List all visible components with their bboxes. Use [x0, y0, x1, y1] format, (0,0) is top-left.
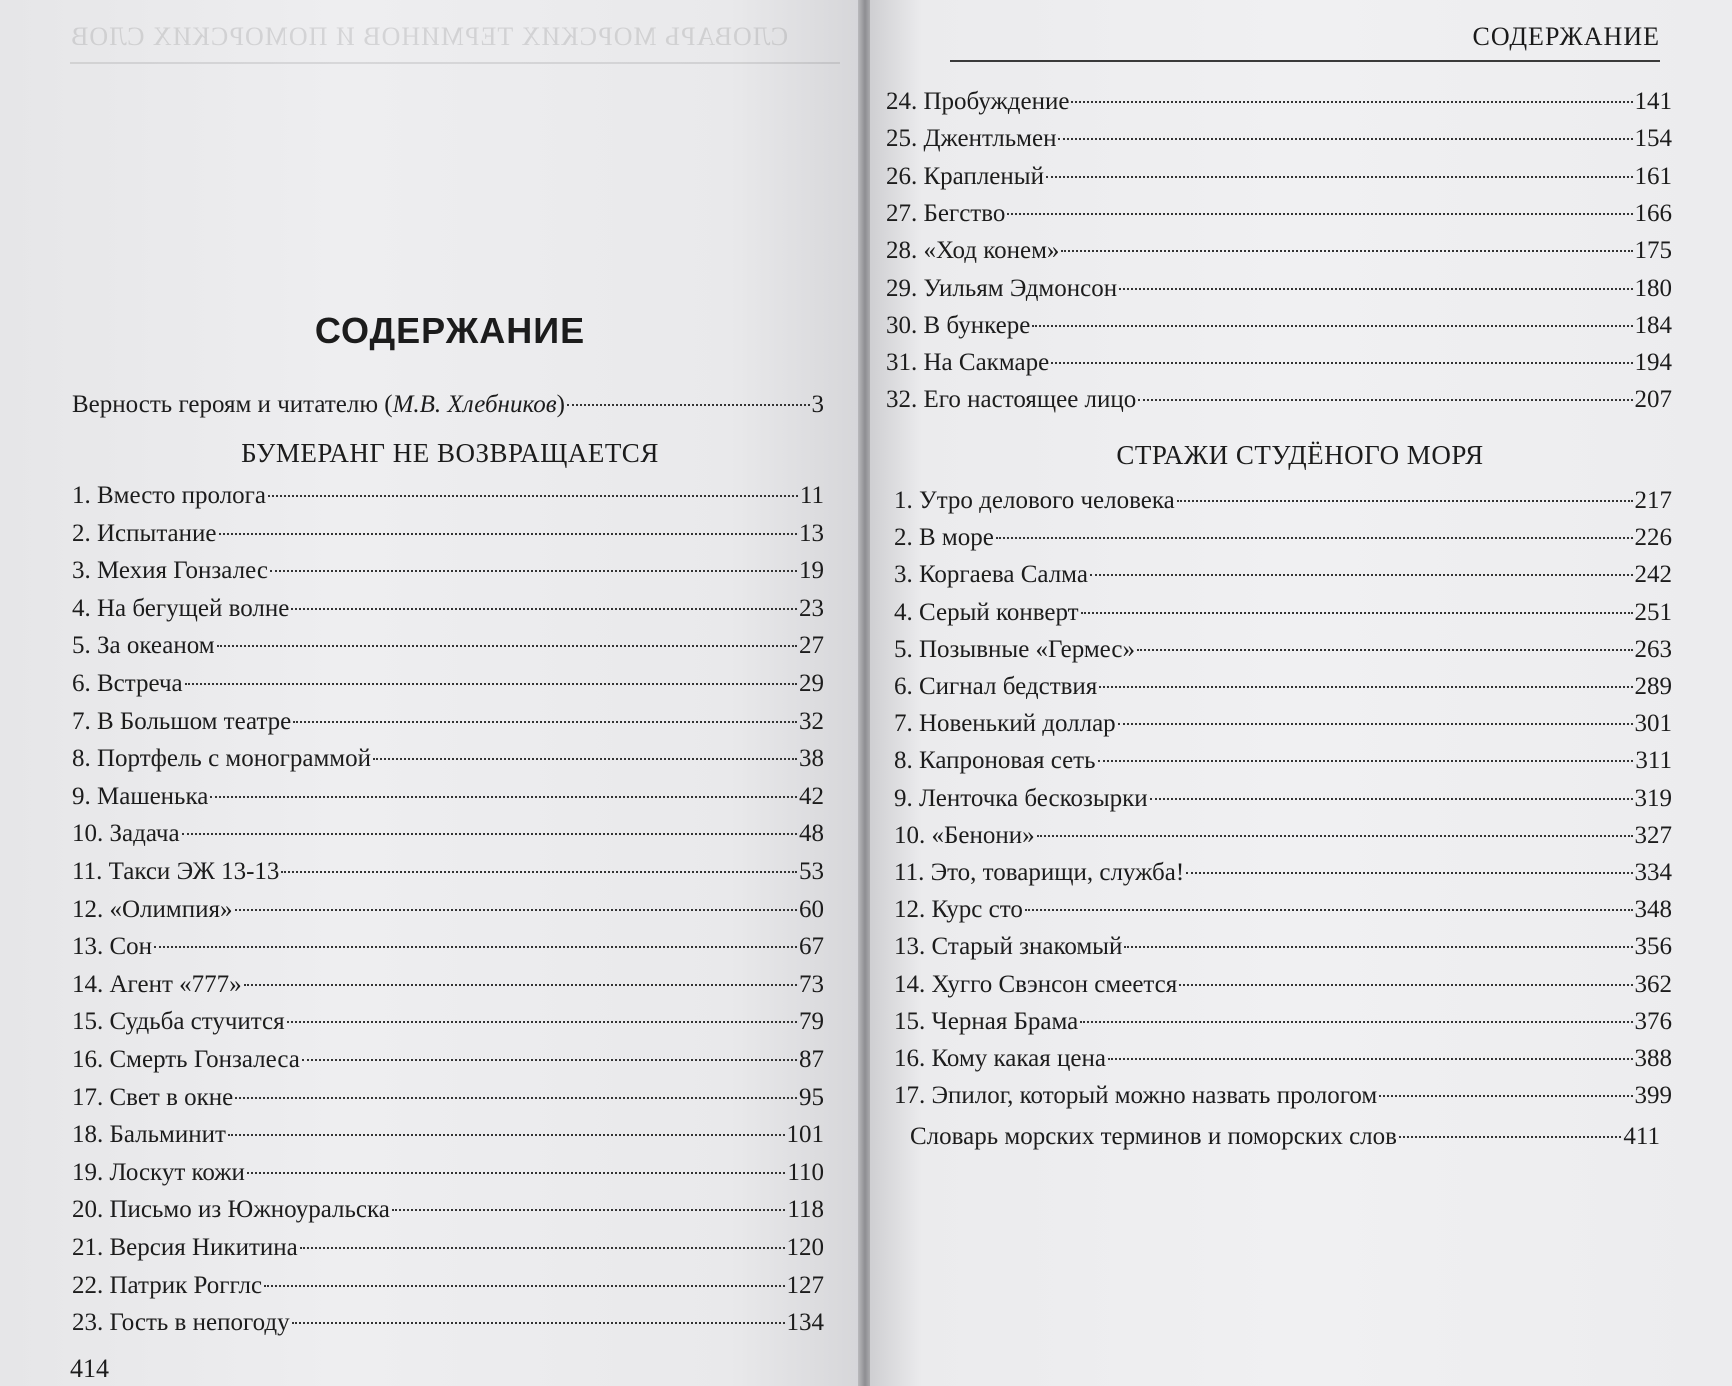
entry-label: 24. Пробуждение: [886, 88, 1070, 115]
entry-label: 20. Письмо из Южноуральска: [72, 1196, 390, 1224]
entry-label: 11. Такси ЭЖ 13-13: [72, 858, 280, 885]
entry-label: 11. Это, товарищи, служба!: [894, 859, 1185, 886]
toc-entry[interactable]: [886, 346, 1672, 380]
entry-label: 26. Крапленый: [886, 162, 1044, 190]
toc-entry[interactable]: [72, 554, 824, 588]
toc-entry[interactable]: [894, 633, 1672, 667]
entry-label: 8. Капроновая сеть: [894, 747, 1096, 775]
toc-entry-glossary[interactable]: [910, 1120, 1660, 1154]
page-number: 251: [1634, 598, 1672, 626]
entry-label: 18. Бальминит: [72, 1121, 226, 1149]
page-number: 175: [1634, 237, 1672, 265]
page-number: 376: [1634, 1007, 1672, 1035]
toc-entry[interactable]: [72, 1269, 824, 1303]
leader-dots: [1179, 984, 1632, 986]
toc-entry[interactable]: [72, 1081, 824, 1115]
toc-entry[interactable]: [894, 930, 1672, 964]
entry-label: 21. Версия Никитина: [72, 1234, 298, 1261]
page-number: 348: [1634, 896, 1672, 924]
page-number: 411: [1623, 1123, 1660, 1150]
leader-dots: [996, 537, 1633, 539]
entry-label: 13. Старый знакомый: [894, 933, 1123, 961]
toc-entry[interactable]: [72, 817, 824, 851]
entry-label: 16. Смерть Гонзалеса: [72, 1046, 300, 1073]
leader-dots: [292, 1322, 785, 1324]
page-number: 134: [786, 1309, 824, 1337]
entry-label: 28. «Ход конем»: [886, 237, 1060, 265]
page-number: 48: [799, 820, 824, 848]
page-number: 13: [799, 519, 824, 547]
entry-label: 17. Эпилог, который можно назвать прологом: [894, 1082, 1378, 1110]
page-number: 38: [799, 745, 824, 773]
page-number: 194: [1634, 349, 1672, 377]
page-number: 29: [799, 670, 824, 697]
entry-label: 30. В бункере: [886, 311, 1031, 339]
running-head-rule: [950, 60, 1660, 62]
leader-dots: [210, 796, 797, 798]
entry-label: 15. Судьба стучится: [72, 1008, 285, 1036]
toc-entry[interactable]: [72, 742, 824, 776]
toc-entry[interactable]: [72, 517, 824, 551]
leader-dots: [1025, 909, 1633, 911]
entry-label: 29. Уильям Эдмонсон: [886, 274, 1118, 302]
entry-label: 14. Хугго Свэнсон смеется: [894, 970, 1178, 998]
toc-entry[interactable]: [72, 930, 824, 964]
toc-entry[interactable]: [894, 670, 1672, 704]
page-number: 101: [786, 1121, 824, 1149]
page-number: 3: [811, 391, 824, 418]
page-number: 180: [1634, 274, 1672, 302]
toc-entry[interactable]: [894, 521, 1672, 555]
toc-entry[interactable]: [894, 1042, 1672, 1076]
leader-dots: [1090, 574, 1633, 576]
toc-entry[interactable]: [72, 1193, 824, 1227]
entry-label: 32. Его настоящее лицо: [886, 386, 1137, 414]
toc-entry[interactable]: [886, 160, 1672, 194]
show-through-running-head: СЛОВАРЬ МОРСКИХ ТЕРМИНОВ И ПОМОРСКИХ СЛОВ: [70, 22, 789, 51]
page-number: 311: [1635, 747, 1672, 775]
toc-entry[interactable]: [894, 1079, 1672, 1113]
entry-label: 6. Сигнал бедствия: [894, 673, 1098, 700]
leader-dots: [293, 721, 797, 723]
entry-label: 2. В море: [894, 524, 994, 552]
page-number: 327: [1634, 821, 1672, 849]
leader-dots: [1379, 1095, 1632, 1097]
toc-entry[interactable]: [72, 968, 824, 1002]
page-number: 226: [1634, 524, 1672, 552]
leader-dots: [1118, 723, 1633, 725]
entry-label: 10. Задача: [72, 820, 180, 848]
leader-dots: [1099, 686, 1632, 688]
page-number: 67: [799, 933, 824, 961]
toc-entry[interactable]: [72, 705, 824, 739]
page-number: 301: [1634, 710, 1672, 738]
page-number: 161: [1634, 162, 1672, 190]
leader-dots: [1080, 1021, 1632, 1023]
entry-label: 23. Гость в непогоду: [72, 1309, 290, 1337]
entry-label: 4. Серый конверт: [894, 598, 1079, 626]
toc-entry[interactable]: [894, 893, 1672, 927]
entry-label: 8. Портфель с монограммой: [72, 745, 371, 773]
toc-entry[interactable]: [886, 383, 1672, 417]
entry-label: 22. Патрик Рогглс: [72, 1271, 263, 1299]
entry-label: 15. Черная Брама: [894, 1007, 1079, 1035]
toc-entry[interactable]: [72, 629, 824, 663]
toc-entry[interactable]: [72, 780, 824, 814]
leader-dots: [1177, 500, 1633, 502]
toc-entry[interactable]: [72, 1043, 824, 1077]
leader-dots: [235, 1097, 797, 1099]
toc-entry[interactable]: [894, 856, 1672, 890]
page-number: 118: [787, 1196, 824, 1224]
leader-dots: [373, 758, 797, 760]
leader-dots: [1108, 1058, 1633, 1060]
leader-dots: [1032, 325, 1632, 327]
toc-entry[interactable]: [894, 819, 1672, 853]
leader-dots: [392, 1209, 786, 1211]
leader-dots: [247, 1172, 785, 1174]
page-number: 362: [1634, 970, 1672, 998]
toc-entry[interactable]: [886, 85, 1672, 119]
toc-entry[interactable]: [72, 1231, 824, 1265]
leader-dots: [264, 1285, 784, 1287]
preface-label: Верность героям и читателю (М.В. Хлебников): [72, 391, 565, 418]
leader-dots: [281, 871, 797, 873]
toc-entry[interactable]: [894, 1005, 1672, 1039]
page-number: 19: [799, 557, 824, 585]
glossary-label: Словарь морских терминов и поморских слов: [910, 1123, 1397, 1150]
page-number: 11: [799, 482, 824, 509]
entry-label: 7. Новенький доллар: [894, 710, 1116, 738]
leader-dots: [1051, 362, 1632, 364]
toc-entry[interactable]: [72, 1156, 824, 1190]
entry-label: 5. Позывные «Гермес»: [894, 635, 1135, 663]
leader-dots: [302, 1059, 797, 1061]
leader-dots: [1098, 760, 1634, 762]
toc-entry[interactable]: [72, 667, 824, 701]
page-number: 127: [786, 1271, 824, 1299]
entry-label: 12. «Олимпия»: [72, 895, 233, 923]
leader-dots: [1081, 612, 1633, 614]
leader-dots: [1399, 1136, 1621, 1138]
leader-dots: [1124, 946, 1632, 948]
entry-label: 7. В Большом театре: [72, 707, 292, 735]
page-number: 23: [799, 594, 824, 622]
entry-label: 1. Утро делового человека: [894, 487, 1175, 514]
page-number: 334: [1634, 859, 1672, 886]
leader-dots: [1007, 213, 1632, 215]
leader-dots: [268, 495, 798, 497]
page-number: 263: [1634, 635, 1672, 663]
entry-label: 13. Сон: [72, 933, 153, 961]
section-title-strazhi: СТРАЖИ СТУДЁНОГО МОРЯ: [1116, 440, 1484, 470]
entry-label: 14. Агент «777»: [72, 970, 242, 998]
entry-label: 10. «Бенони»: [894, 821, 1035, 849]
leader-dots: [228, 1134, 785, 1136]
leader-dots: [300, 1247, 785, 1249]
preface-author: М.В. Хлебников: [392, 391, 557, 418]
page-number: 154: [1634, 125, 1672, 153]
entry-label: 5. За океаном: [72, 632, 215, 660]
toc-entry[interactable]: [886, 309, 1672, 343]
toc-entry[interactable]: [72, 1005, 824, 1039]
entry-label: 3. Коргаева Салма: [894, 561, 1088, 589]
toc-entry[interactable]: [894, 744, 1672, 778]
toc-entry[interactable]: [72, 893, 824, 927]
page-number: 207: [1634, 386, 1672, 414]
leader-dots: [217, 645, 797, 647]
toc-entry[interactable]: [886, 272, 1672, 306]
running-head: СОДЕРЖАНИЕ: [1472, 22, 1660, 51]
leader-dots: [1119, 288, 1632, 290]
entry-label: 17. Свет в окне: [72, 1083, 234, 1111]
page-number: 73: [799, 970, 824, 998]
toc-entry[interactable]: [894, 707, 1672, 741]
toc-entry[interactable]: [72, 592, 824, 626]
entry-label: 25. Джентльмен: [886, 125, 1057, 153]
page-number: 399: [1634, 1082, 1672, 1110]
page-number: 95: [799, 1083, 824, 1111]
leader-dots: [270, 570, 797, 572]
page-number: 42: [799, 782, 824, 810]
right-page: [870, 0, 1732, 1386]
entry-label: 31. На Сакмаре: [886, 349, 1050, 377]
toc-entry[interactable]: [72, 1118, 824, 1152]
toc-entry[interactable]: [894, 968, 1672, 1002]
entry-label: 4. На бегущей волне: [72, 594, 290, 622]
page-number: 242: [1634, 561, 1672, 589]
show-through-rule: [70, 62, 840, 64]
leader-dots: [1137, 649, 1633, 651]
leader-dots: [235, 909, 798, 911]
page-number: 87: [799, 1046, 824, 1073]
leader-dots: [154, 946, 797, 948]
entry-label: 3. Мехия Гонзалес: [72, 557, 268, 585]
page-number: 141: [1634, 88, 1672, 115]
entry-label: 1. Вместо пролога: [72, 482, 267, 509]
toc-title: СОДЕРЖАНИЕ: [314, 310, 586, 351]
leader-dots: [1061, 250, 1632, 252]
toc-entry[interactable]: [72, 479, 824, 513]
leader-dots: [1186, 872, 1632, 874]
toc-entry[interactable]: [886, 197, 1672, 231]
toc-entry[interactable]: [886, 234, 1672, 268]
page-number: 79: [799, 1008, 824, 1036]
leader-dots: [1150, 798, 1633, 800]
leader-dots: [1058, 138, 1632, 140]
page-number: 53: [799, 858, 824, 885]
page-number: 388: [1634, 1045, 1672, 1072]
page-number: 184: [1634, 311, 1672, 339]
entry-label: 9. Машенька: [72, 782, 209, 810]
leader-dots: [182, 833, 797, 835]
toc-entry[interactable]: [886, 122, 1672, 156]
leader-dots: [287, 1021, 797, 1023]
page-number: 289: [1634, 673, 1672, 700]
page-number: 319: [1634, 784, 1672, 812]
leader-dots: [567, 404, 810, 406]
page-number: 166: [1634, 199, 1672, 227]
page-folio: 414: [70, 1354, 109, 1383]
page-number: 110: [787, 1158, 824, 1186]
toc-entry[interactable]: [72, 1306, 824, 1340]
page-number: 120: [786, 1234, 824, 1261]
toc-entry[interactable]: [894, 484, 1672, 518]
toc-entry-preface[interactable]: [72, 388, 824, 422]
entry-label: 16. Кому какая цена: [894, 1045, 1106, 1072]
page-number: 32: [799, 707, 824, 735]
leader-dots: [291, 608, 797, 610]
toc-entry[interactable]: [894, 596, 1672, 630]
page-number: 217: [1634, 487, 1672, 514]
leader-dots: [1071, 101, 1632, 103]
toc-entry[interactable]: [894, 558, 1672, 592]
toc-entry[interactable]: [894, 782, 1672, 816]
leader-dots: [1037, 835, 1633, 837]
leader-dots: [185, 683, 797, 685]
leader-dots: [244, 984, 797, 986]
entry-label: 27. Бегство: [886, 199, 1006, 227]
entry-label: 19. Лоскут кожи: [72, 1158, 245, 1186]
section-title-bumerang: БУМЕРАНГ НЕ ВОЗВРАЩАЕТСЯ: [241, 438, 659, 468]
entry-label: 2. Испытание: [72, 519, 217, 547]
entry-label: 12. Курс сто: [894, 896, 1023, 924]
leader-dots: [219, 533, 797, 535]
leader-dots: [1046, 176, 1633, 178]
leader-dots: [1138, 399, 1632, 401]
page-number: 27: [799, 632, 824, 660]
entry-label: 6. Встреча: [72, 670, 183, 697]
page-number: 356: [1634, 933, 1672, 961]
page-number: 60: [799, 895, 824, 923]
entry-label: 9. Ленточка бескозырки: [894, 784, 1148, 812]
left-page: [0, 0, 860, 1386]
toc-entry[interactable]: [72, 855, 824, 889]
